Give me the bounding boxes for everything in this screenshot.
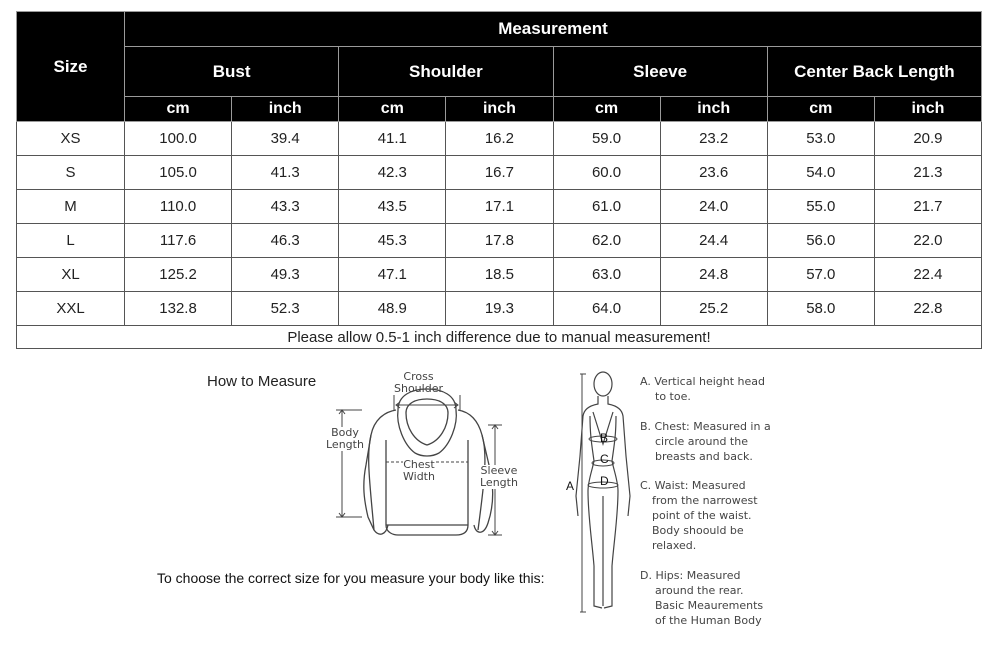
table-row [17, 156, 982, 190]
value-cell: 63.0 [553, 258, 660, 292]
value-cell: 57.0 [767, 258, 874, 292]
value-cell: 22.0 [874, 224, 981, 258]
value-cell: 16.7 [446, 156, 553, 190]
value-cell: 64.0 [553, 292, 660, 326]
value-cell: 16.2 [446, 122, 553, 156]
value-cell: 100.0 [125, 122, 232, 156]
value-cell: 61.0 [553, 190, 660, 224]
size-cell: XXL [17, 292, 125, 326]
value-cell: 39.4 [232, 122, 339, 156]
value-cell: 125.2 [125, 258, 232, 292]
value-cell: 48.9 [339, 292, 446, 326]
value-cell: 20.9 [874, 122, 981, 156]
measurement-note: Please allow 0.5-1 inch difference due to manual measurement! [17, 326, 982, 349]
value-cell: 132.8 [125, 292, 232, 326]
value-cell: 25.2 [660, 292, 767, 326]
value-cell: 18.5 [446, 258, 553, 292]
chest-width-label: Chest Width [403, 458, 435, 483]
how-to-measure-title: How to Measure [207, 373, 317, 390]
human-body-diagram [560, 366, 640, 620]
value-cell: 17.8 [446, 224, 553, 258]
value-cell: 52.3 [232, 292, 339, 326]
value-cell: 24.0 [660, 190, 767, 224]
sleeve-header: Sleeve [553, 47, 767, 97]
value-cell: 43.3 [232, 190, 339, 224]
unit-header-cm: cm [339, 97, 446, 122]
value-cell: 45.3 [339, 224, 446, 258]
value-cell: 17.1 [446, 190, 553, 224]
size-cell: L [17, 224, 125, 258]
legend-item-c: C. Waist: Measured from the narrowest point of the waist. Body shoould be relaxed. [640, 479, 758, 552]
legend-item-b: B. Chest: Measured in a circle around the breasts and back. [640, 420, 771, 463]
value-cell: 60.0 [553, 156, 660, 190]
measurement-header: Measurement [125, 12, 982, 47]
value-cell: 21.3 [874, 156, 981, 190]
value-cell: 19.3 [446, 292, 553, 326]
unit-header-cm: cm [767, 97, 874, 122]
table-row [17, 292, 982, 326]
table-row [17, 258, 982, 292]
value-cell: 24.8 [660, 258, 767, 292]
body-letter-d: D [600, 474, 609, 488]
value-cell: 54.0 [767, 156, 874, 190]
value-cell: 49.3 [232, 258, 339, 292]
body-length-label: Body Length [326, 426, 364, 451]
cross-shoulder-label: Cross Shoulder [394, 370, 443, 395]
size-cell: XS [17, 122, 125, 156]
center-back-length-header: Center Back Length [767, 47, 981, 97]
value-cell: 22.8 [874, 292, 981, 326]
unit-header-cm: cm [125, 97, 232, 122]
value-cell: 23.2 [660, 122, 767, 156]
table-row [17, 190, 982, 224]
value-cell: 46.3 [232, 224, 339, 258]
size-cell: S [17, 156, 125, 190]
value-cell: 41.1 [339, 122, 446, 156]
value-cell: 23.6 [660, 156, 767, 190]
choose-size-text: To choose the correct size for you measure your body like this: [157, 570, 545, 586]
value-cell: 22.4 [874, 258, 981, 292]
value-cell: 110.0 [125, 190, 232, 224]
value-cell: 41.3 [232, 156, 339, 190]
value-cell: 55.0 [767, 190, 874, 224]
value-cell: 42.3 [339, 156, 446, 190]
bust-header: Bust [125, 47, 339, 97]
legend-item-a: A. Vertical height head to toe. [640, 375, 766, 403]
shoulder-header: Shoulder [339, 47, 553, 97]
value-cell: 56.0 [767, 224, 874, 258]
value-cell: 47.1 [339, 258, 446, 292]
unit-header-inch: inch [446, 97, 553, 122]
size-chart-table [16, 11, 982, 349]
sleeve-length-label: Sleeve Length [480, 464, 518, 489]
body-letter-a: A [566, 479, 575, 493]
unit-header-cm: cm [553, 97, 660, 122]
table-row [17, 122, 982, 156]
value-cell: 21.7 [874, 190, 981, 224]
body-letter-b: B [600, 431, 609, 445]
table-row [17, 224, 982, 258]
unit-header-inch: inch [660, 97, 767, 122]
size-cell: XL [17, 258, 125, 292]
value-cell: 58.0 [767, 292, 874, 326]
size-cell: M [17, 190, 125, 224]
value-cell: 105.0 [125, 156, 232, 190]
value-cell: 53.0 [767, 122, 874, 156]
legend-item-d: D. Hips: Measured around the rear. Basic Meaurements of the Human Body [640, 569, 764, 627]
value-cell: 24.4 [660, 224, 767, 258]
unit-header-inch: inch [232, 97, 339, 122]
value-cell: 62.0 [553, 224, 660, 258]
unit-header-inch: inch [874, 97, 981, 122]
value-cell: 59.0 [553, 122, 660, 156]
value-cell: 43.5 [339, 190, 446, 224]
value-cell: 117.6 [125, 224, 232, 258]
body-letter-c: C [600, 452, 609, 466]
size-header: Size [17, 12, 125, 122]
